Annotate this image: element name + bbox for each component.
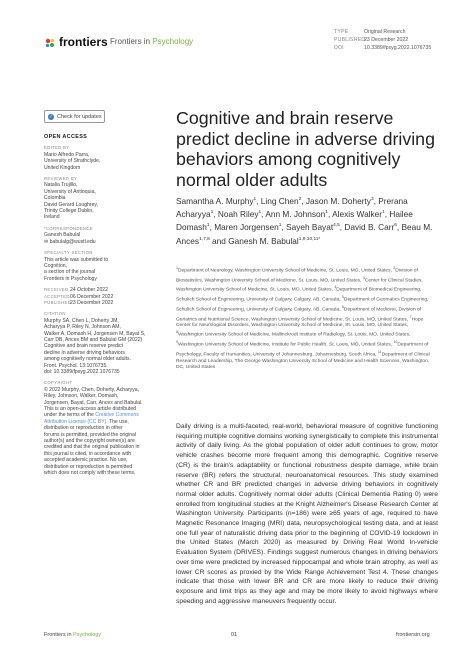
affiliation-list: [176, 265, 436, 371]
license-link[interactable]: Creative Commons: [95, 412, 139, 419]
copyright-line: This is an open-access article distributed: [44, 406, 137, 413]
author-affiliation-marker: 1: [278, 223, 282, 229]
citation-line: Acharyya P, Riley N, Johnson AM,: [44, 324, 121, 331]
license-link[interactable]: Attribution License (CC BY).: [44, 418, 108, 425]
journal-prefix: Frontiers in: [110, 37, 151, 46]
copyright-line: Riley, Johnson, Walker, Domash,: [44, 393, 119, 400]
footer-journal: Frontiers in Psychology: [44, 632, 102, 638]
affiliation-text: Department of Clinical Research and Leadership, The George Washington University School of Medicine and Health Sciences, Washington, DC, United States: [176, 352, 430, 370]
affiliation-text: Washington University School of Medicine, Mallinckrodt Institute of Radiology, St. Louis, MO, United States,: [178, 333, 411, 339]
citation-line: among cognitively normal older adults.: [44, 356, 131, 363]
copyright-line: accepted academic practice. No use,: [44, 457, 128, 464]
meta-published: PUBLISHED23 December 2022: [334, 36, 409, 43]
affiliation-text: Department of Psychology, Faculty of Humanities, University of Johannesburg, Johannesburg, South Africa,: [176, 342, 429, 358]
correspondence-name: Ganesh Babulal: [44, 232, 81, 239]
citation-label: CITATION: [44, 311, 66, 317]
author-affiliation-marker: 2: [298, 197, 302, 202]
check-updates-button[interactable]: [44, 110, 105, 123]
author-name[interactable]: Alexis Walker: [332, 208, 383, 219]
correspondence-label: *CORRESPONDENCE: [44, 225, 93, 231]
author-name[interactable]: Ganesh M. Babulal: [228, 235, 299, 246]
meta-doi: DOI 10.3389/fpsyg.2022.1076735: [334, 44, 432, 51]
author-name[interactable]: Noah Riley: [217, 208, 259, 219]
abstract-text: Daily driving is a multi-faceted, real-world, behavioral measure of cognitive functioning requiring multiple cognitive domains working synergistically to complete this instrumental activity of daily living. As the global population of older adult continues to grow, motor vehicle crashes become more frequent among this demographic. Cognitive reserve (CR) is the brain's adaptability or functional robustness despite damage, while brain reserve (BR) refers the structural, neuroanatomical resources. This study examined whether CR and BR predicted changes in adverse driving behaviors in cognitively normal older adults. Cognitively normal older adults (Clinical Dementia Rating 0) were enrolled from longitudinal studies at the Knight Alzheimer's Disease Research Center at Washington University. Participants (n=186) were ≥65 years of age, required to have Magnetic Resonance Imaging (MRI) data, neuropsychological testing data, and at least one full year of naturalistic driving data prior to the beginning of COVID-19 lockdown in the United States (March 2020) as measured by Driving Real World In-vehicle Evaluation System (DRIVES). Findings suggest numerous changes in driving behaviors over time were predicted by increased hippocampal and whole brain atrophy, as well as lower CR scores as proxied by the Wide Range Achievement Test 4. These changes indicate that those with lower BR and CR are more likely to reduce their driving exposure and limit trips as they age and may be more likely to avoid highways where speeding and aggressive maneuvers frequently occur.: [176, 423, 438, 605]
affiliation-number: 6: [341, 304, 344, 309]
author-name[interactable]: Sayeh Bayat: [286, 222, 334, 233]
affiliation-number: 11: [377, 349, 382, 354]
reviewed-by-label: REVIEWED BY: [44, 176, 78, 182]
copyright-line: under the terms of the Creative Commons: [44, 412, 139, 419]
author-affiliation-marker: 6: [394, 223, 397, 229]
specialty-line: This article was submitted to: [44, 256, 109, 263]
meta-type: TYPE Original Research: [334, 29, 406, 35]
reviewed-by-line: Natalia Trujillo,: [44, 182, 78, 189]
citation-line: Walker A, Domash H, Jorgensen M, Bayat S,: [44, 330, 146, 337]
edited-by-line: United Kingdom: [44, 164, 81, 171]
author-affiliation-marker: 1: [253, 197, 257, 202]
footer-site-link[interactable]: frontiersin.org: [396, 632, 430, 638]
check-updates-label: Check for updates: [57, 113, 102, 120]
edited-by-line: Mario Alfredo Parra,: [44, 151, 90, 158]
affiliation-number: 4: [334, 285, 337, 290]
author-name[interactable]: Hailee Domash: [176, 208, 413, 233]
author-name[interactable]: Beau M. Ances: [176, 222, 433, 246]
author-name[interactable]: David B. Carr: [344, 222, 395, 233]
copyright-line: distribution or reproduction is permitted: [44, 463, 133, 470]
reviewed-by-line: Ireland: [44, 214, 60, 221]
author-name[interactable]: Ling Chen: [260, 195, 299, 206]
reviewed-by-line: Colombia: [44, 195, 66, 202]
affiliation-number: 1: [176, 266, 178, 270]
affiliation-number: 8: [176, 330, 178, 335]
reviewed-by-line: David Gerard Loughrey,: [44, 201, 98, 208]
check-updates-icon: ✓: [49, 113, 53, 119]
citation-line: Cognitive and brain reserve predict: [44, 343, 123, 350]
article-meta: [334, 29, 431, 52]
reviewed-by-line: Trinity College Dublin,: [44, 208, 94, 215]
author-list: Samantha A. Murphy$^1$, Ling Chen$^2$, Jason M. Doherty$^3$, Prerana Acharyya$^1$, Noah Riley$^1$, Ann M. Johnson$^1$, Alexis Walker$^1$, Hailee Domash$^1$, Maren Jorgensen$^1$, Sayeh Bayat$^{4,5}$, David B. Carr$^6$, Beau M. Ances$^{1,7,8}$ and Ganesh M. Babulal$^{1,9,10,11*}$: [176, 195, 433, 246]
edited-by-line: University of Strathclyde,: [44, 158, 101, 165]
author-name[interactable]: Samantha A. Murphy: [176, 195, 254, 206]
citation-line[interactable]: doi: 10.3389/fpsyg.2022.1076735: [44, 369, 120, 375]
open-access-label: OPEN ACCESS: [44, 134, 88, 140]
frontiers-logo-icon: [44, 36, 56, 48]
affiliation-text: Hope Center for Neurological Disorders, Washington University School of Medicine, St. Louis, MO, United States,: [176, 317, 424, 329]
copyright-line: which does not comply with these terms.: [44, 470, 136, 477]
author-affiliation-marker: 1,7,8: [199, 236, 210, 242]
copyright-line: Jorgensen, Bayat, Carr, Ances and Babulal.: [44, 399, 143, 406]
affiliation-number: 10: [393, 340, 398, 345]
page-number: 01: [231, 632, 238, 638]
reviewed-by-line: University of Antioquia,: [44, 188, 96, 195]
affiliation-number: 5: [341, 295, 344, 300]
article-title: Cognitive and brain reserve predict decline in adverse driving behaviors among cognitively normal older adults: [176, 108, 435, 190]
dates-block: RECEIVED 24 October 2022 ACCEPTED06 December 2022 PUBLISHED23 December 2022: [44, 287, 114, 306]
citation-line: Front. Psychol. 13:1076735.: [44, 362, 108, 369]
affiliation-number: 2: [393, 266, 396, 270]
copyright-line: this journal is cited, in accordance with: [44, 450, 131, 457]
copyright-line: forums is permitted, provided the original: [44, 431, 137, 438]
author-affiliation-marker: 1: [206, 223, 210, 229]
author-affiliation-marker: 1: [325, 210, 328, 216]
copyright-line: credited and that the original publication in: [44, 444, 140, 451]
author-affiliation-marker: 1: [258, 210, 262, 216]
affiliation-text: Division of Biostatistics, Washington University School of Medicine, St. Louis, MO, United States,: [176, 268, 418, 284]
journal-section: Psychology: [152, 37, 194, 46]
copyright-line: Attribution License (CC BY). The use,: [44, 418, 129, 425]
citation-line: Carr DB, Ances BM and Babulal GM (2022): [44, 336, 143, 343]
specialty-label: SPECIALTY SECTION: [44, 250, 93, 256]
author-name[interactable]: Jason M. Doherty: [305, 195, 371, 206]
specialty-line: a section of the journal: [44, 269, 96, 276]
specialty-line: Frontiers in Psychology: [44, 275, 97, 282]
affiliation-text: Washington University School of Medicine, Institute for Public Health, St. Louis, MO, United States,: [178, 342, 394, 348]
affiliation-text: Department of Biomedical Engineering, Schulich School of Engineering, University of Calgary, Calgary, AB, Canada,: [176, 288, 422, 303]
copyright-line: distribution or reproduction in other: [44, 425, 123, 432]
author-affiliation-marker: 3: [370, 197, 374, 202]
copyright-line: © 2022 Murphy, Chen, Doherty, Acharyya,: [44, 386, 140, 393]
logo-text[interactable]: frontiers: [59, 35, 108, 49]
citation-line: Murphy SA, Chen L, Doherty JM,: [44, 317, 119, 324]
author-affiliation-marker: 1: [382, 210, 385, 216]
edited-by-label: EDITED BY: [44, 145, 70, 151]
author-affiliation-marker: 1: [210, 210, 214, 216]
sidebar-info: [44, 134, 160, 477]
author-affiliation-marker: 4,5: [333, 223, 340, 229]
specialty-line: Cognition,: [44, 262, 67, 269]
affiliation-text: Department of Geomatics Engineering, Schulich School of Engineering, University of Calgary, Calgary, AB, Canada,: [176, 297, 429, 313]
affiliation-number: 3: [362, 275, 365, 280]
affiliation-text: Department of Neurology, Washington University School of Medicine, St. Louis, MO, United States,: [178, 268, 394, 274]
author-name[interactable]: Maren Jorgensen: [214, 222, 279, 233]
citation-line: decline in adverse driving behaviors: [44, 349, 125, 356]
copyright-line: author(s) and the copyright owner(s) are: [44, 438, 135, 445]
author-name[interactable]: Prerana Acharyya: [176, 195, 408, 219]
affiliation-number: 9: [176, 340, 178, 345]
copyright-label: COPYRIGHT: [44, 380, 73, 386]
author-name[interactable]: Ann M. Johnson: [265, 208, 326, 219]
journal-name[interactable]: [110, 37, 193, 46]
correspondence-email[interactable]: ✉ babulalg@wustl.edu: [44, 238, 96, 245]
affiliation-text: Center for Clinical Studies, Washington University School of Medicine, St. Louis, MO, United States,: [176, 278, 423, 294]
affiliation-text: Department of Medicine, Division of Geriatrics and Nutritional Science, Washington University School of Medicine, St. Louis, MO, United States,: [176, 307, 422, 323]
affiliation-number: 7: [409, 314, 412, 319]
author-affiliation-marker: 1,9,10,11*: [298, 236, 321, 242]
